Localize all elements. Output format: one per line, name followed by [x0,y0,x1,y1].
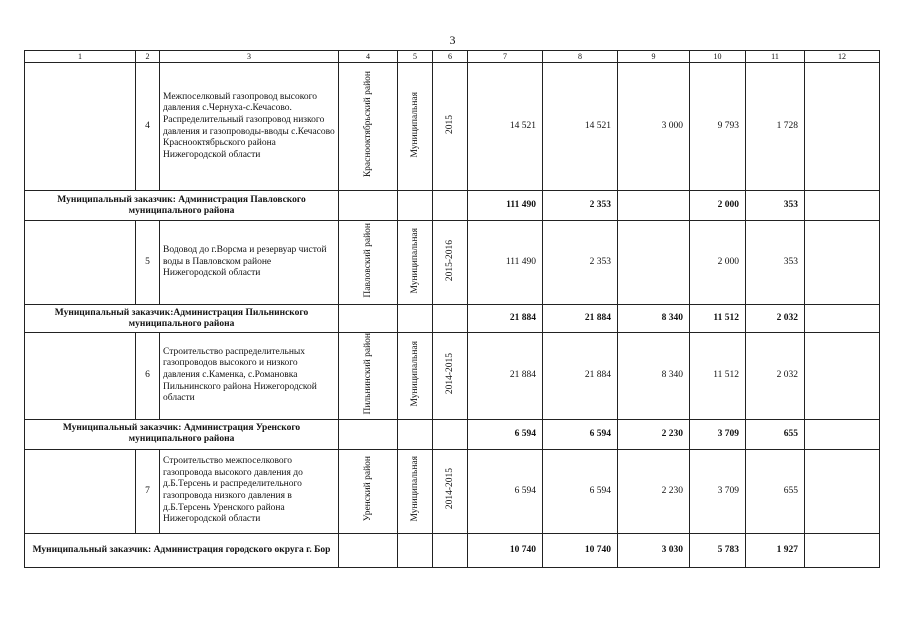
investment-table [24,50,880,568]
value-col9: 8 340 [618,305,690,333]
value-col7: 6 594 [468,449,543,533]
project-description: Строительство распределительных газопроводов высокого и низкого давления с.Каменка, с.Романовка Пильнинского района Нижегородской области [160,333,339,420]
value-col12 [805,449,880,533]
value-col12 [805,533,880,567]
value-col12 [805,419,880,449]
value-col7: 6 594 [468,419,543,449]
empty-cell [433,191,468,221]
value-col10: 3 709 [690,419,746,449]
value-col7: 14 521 [468,63,543,191]
value-col11: 353 [746,221,805,305]
value-col12 [805,63,880,191]
ownership-cell: Муниципальная [398,333,433,420]
empty-cell [25,449,136,533]
project-description: Строительство межпоселкового газопровода высокого давления до д.Б.Терсень и распределительного газопровода низкого давления в д.Б.Терсень Уренского района Нижегородской области [160,449,339,533]
customer-group-row [25,419,880,449]
empty-cell [339,533,398,567]
column-number-3: 3 [160,51,339,63]
value-col7: 111 490 [468,221,543,305]
empty-cell [398,419,433,449]
customer-group-row [25,191,880,221]
value-col10: 11 512 [690,305,746,333]
value-col9: 3 000 [618,63,690,191]
project-description: Межпоселковый газопровод высокого давления с.Чернуха-с.Кечасово. Распределительный газопровод низкого давления и газопроводы-вводы с.Кечасово Краснооктябрьского района Нижегородской области [160,63,339,191]
value-col11: 1 927 [746,533,805,567]
years-cell: 2014-2015 [433,449,468,533]
ownership-cell: Муниципальная [398,221,433,305]
district-cell: Пильнинский район [339,333,398,420]
years-cell: 2015-2016 [433,221,468,305]
district-cell: Уренский район [339,449,398,533]
column-number-2: 2 [136,51,160,63]
value-col11: 353 [746,191,805,221]
ownership-cell: Муниципальная [398,449,433,533]
column-number-8: 8 [543,51,618,63]
ownership-cell: Муниципальная [398,63,433,191]
column-number-7: 7 [468,51,543,63]
district-cell: Краснооктябрьский район [339,63,398,191]
value-col10: 2 000 [690,221,746,305]
value-col9 [618,221,690,305]
customer-group-row [25,533,880,567]
value-col10: 11 512 [690,333,746,420]
value-col8: 14 521 [543,63,618,191]
project-row [25,63,880,191]
value-col11: 1 728 [746,63,805,191]
years-cell: 2014-2015 [433,333,468,420]
value-col7: 10 740 [468,533,543,567]
value-col11: 2 032 [746,333,805,420]
column-number-11: 11 [746,51,805,63]
project-row [25,333,880,420]
value-col9: 3 030 [618,533,690,567]
project-description: Водовод до г.Ворсма и резервуар чистой воды в Павловском районе Нижегородской области [160,221,339,305]
customer-title: Муниципальный заказчик: Администрация Уренского муниципального района [25,419,339,449]
value-col9 [618,191,690,221]
empty-cell [433,533,468,567]
empty-cell [398,305,433,333]
value-col7: 21 884 [468,333,543,420]
value-col8: 21 884 [543,333,618,420]
row-number: 4 [136,63,160,191]
customer-title: Муниципальный заказчик:Администрация Пильнинского муниципального района [25,305,339,333]
customer-group-row [25,305,880,333]
project-row [25,221,880,305]
value-col10: 5 783 [690,533,746,567]
empty-cell [398,533,433,567]
column-number-1: 1 [25,51,136,63]
value-col11: 2 032 [746,305,805,333]
empty-cell [398,191,433,221]
value-col12 [805,333,880,420]
value-col12 [805,191,880,221]
years-cell: 2015 [433,63,468,191]
empty-cell [433,305,468,333]
value-col8: 10 740 [543,533,618,567]
value-col10: 3 709 [690,449,746,533]
empty-cell [339,191,398,221]
value-col9: 2 230 [618,419,690,449]
value-col7: 111 490 [468,191,543,221]
empty-cell [339,419,398,449]
empty-cell [433,419,468,449]
district-cell: Павловский район [339,221,398,305]
value-col8: 21 884 [543,305,618,333]
value-col9: 2 230 [618,449,690,533]
column-number-6: 6 [433,51,468,63]
value-col8: 2 353 [543,191,618,221]
empty-cell [25,333,136,420]
value-col9: 8 340 [618,333,690,420]
value-col8: 6 594 [543,449,618,533]
value-col7: 21 884 [468,305,543,333]
column-number-12: 12 [805,51,880,63]
row-number: 7 [136,449,160,533]
value-col8: 6 594 [543,419,618,449]
row-number: 6 [136,333,160,420]
column-number-5: 5 [398,51,433,63]
value-col12 [805,221,880,305]
value-col11: 655 [746,449,805,533]
value-col10: 2 000 [690,191,746,221]
column-number-row [25,51,880,63]
column-number-4: 4 [339,51,398,63]
empty-cell [25,63,136,191]
page-number: 3 [449,33,456,47]
customer-title: Муниципальный заказчик: Администрация Павловского муниципального района [25,191,339,221]
project-row [25,449,880,533]
value-col8: 2 353 [543,221,618,305]
value-col10: 9 793 [690,63,746,191]
customer-title: Муниципальный заказчик: Администрация городского округа г. Бор [25,533,339,567]
row-number: 5 [136,221,160,305]
empty-cell [339,305,398,333]
column-number-9: 9 [618,51,690,63]
value-col11: 655 [746,419,805,449]
value-col12 [805,305,880,333]
empty-cell [25,221,136,305]
column-number-10: 10 [690,51,746,63]
